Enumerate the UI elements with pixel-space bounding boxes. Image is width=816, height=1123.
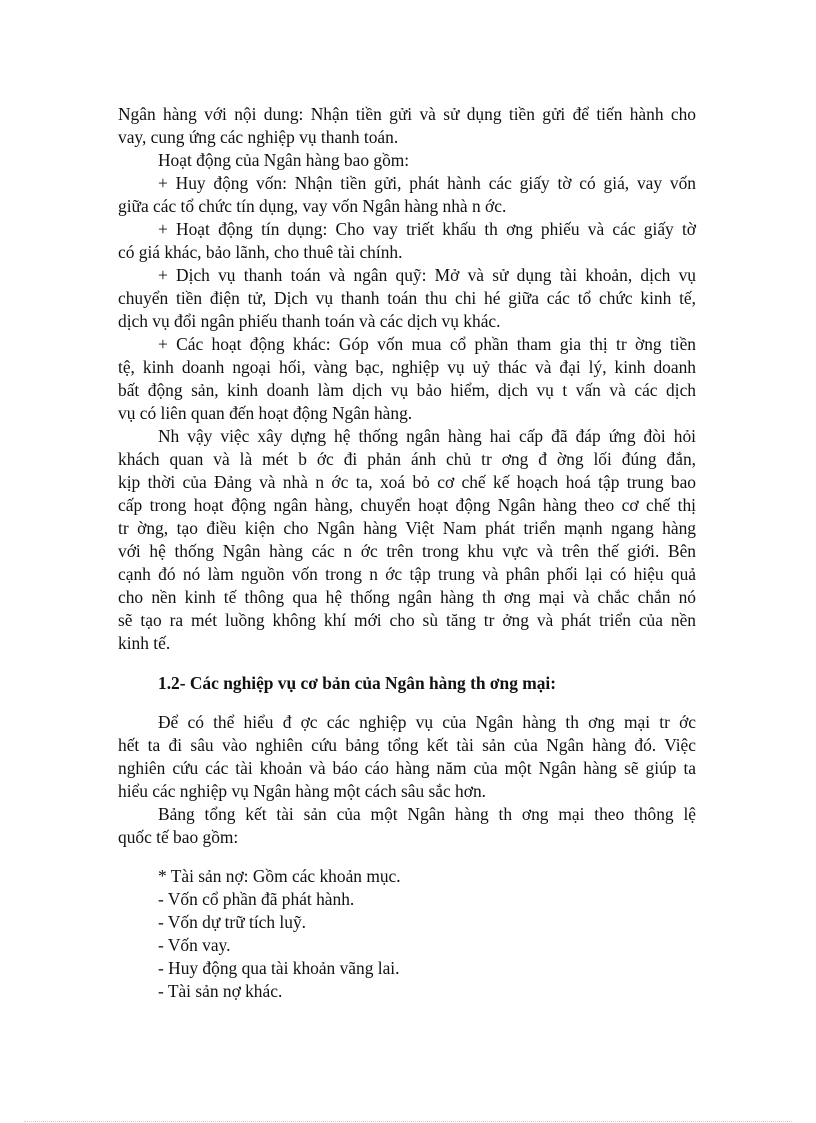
text-line: cạnh đó nó làm nguồn vốn trong n ớc tập trung và phân phối lại có hiệu quả [118,564,696,584]
text-line: + Dịch vụ thanh toán và ngân quỹ: Mở và sử dụng tài khoản, dịch vụ [158,265,696,285]
text-line: có giá khác, bảo lãnh, cho thuê tài chính. [118,242,403,262]
text-line: + Hoạt động tín dụng: Cho vay triết khấu th ơng phiếu và các giấy tờ [158,219,696,239]
text-line: với hệ thống Ngân hàng các n ớc trên trong khu vực và trên thế giới. Bên [118,541,696,561]
text-line: nghiên cứu các tài khoản và báo cáo hàng năm của một Ngân hàng sẽ giúp ta [118,758,696,778]
text-line: bất động sản, kinh doanh làm dịch vụ bảo hiểm, dịch vụ t vấn và các dịch [118,380,696,400]
text-line: kinh tế. [118,633,171,653]
list-item: - Vốn cổ phần đã phát hành. [158,889,355,909]
list-item: - Huy động qua tài khoản vãng lai. [158,958,400,978]
text-line: Nh vậy việc xây dựng hệ thống ngân hàng hai cấp đã đáp ứng đòi hỏi [158,426,696,446]
text-line: vay, cung ứng các nghiệp vụ thanh toán. [118,127,399,147]
list-item: - Vốn vay. [158,935,231,955]
text-line: giữa các tổ chức tín dụng, vay vốn Ngân hàng nhà n ớc. [118,196,507,216]
text-line: tr ờng, tạo điều kiện cho Ngân hàng Việt Nam phát triển mạnh ngang hàng [118,518,696,538]
text-line: + Các hoạt động khác: Góp vốn mua cổ phần tham gia thị tr ờng tiền [158,334,696,354]
page-bottom-border [24,1121,792,1122]
text-line: cấp trong hoạt động ngân hàng, chuyển hoạt động Ngân hàng theo cơ chế thị [118,495,696,515]
text-line: hiểu các nghiệp vụ Ngân hàng một cách sâu sắc hơn. [118,781,486,801]
text-line: dịch vụ đổi ngân phiếu thanh toán và các dịch vụ khác. [118,311,501,331]
list-item: * Tài sản nợ: Gồm các khoản mục. [158,866,401,886]
text-line: sẽ tạo ra mét luồng không khí mới cho sù tăng tr ởng và phát triển của nền [118,610,696,630]
text-line: kịp thời của Đảng và nhà n ớc ta, xoá bỏ cơ chế kế hoạch hoá tập trung bao [118,472,696,492]
text-line: Ngân hàng với nội dung: Nhận tiền gửi và sử dụng tiền gửi để tiến hành cho [118,104,696,124]
text-line: quốc tế bao gồm: [118,827,239,847]
text-line: cho nền kinh tế thông qua hệ thống ngân hàng th ơng mại và chắc chắn nó [118,587,696,607]
text-line: vụ có liên quan đến hoạt động Ngân hàng. [118,403,413,423]
text-line: tệ, kinh doanh ngoại hối, vàng bạc, nghiệp vụ uỷ thác và đại lý, kinh doanh [118,357,696,377]
text-line: hết ta đi sâu vào nghiên cứu bảng tổng kết tài sản của Ngân hàng đó. Việc [118,735,696,755]
text-line: Bảng tổng kết tài sản của một Ngân hàng th ơng mại theo thông lệ [158,804,696,824]
text-line: khách quan và là mét b ớc đi phản ánh chủ tr ơng đ ờng lối đúng đắn, [118,449,696,469]
text-line: Để có thể hiểu đ ợc các nghiệp vụ của Ngân hàng th ơng mại tr ớc [158,712,696,732]
section-heading: 1.2- Các nghiệp vụ cơ bản của Ngân hàng th ơng mại: [158,673,557,693]
list-item: - Tài sản nợ khác. [158,981,283,1001]
text-line: chuyển tiền điện tử, Dịch vụ thanh toán thu chi hé giữa các tổ chức kinh tế, [118,288,696,308]
list-item: - Vốn dự trữ tích luỹ. [158,912,306,932]
text-line: Hoạt động của Ngân hàng bao gồm: [158,150,410,170]
text-line: + Huy động vốn: Nhận tiền gửi, phát hành các giấy tờ có giá, vay vốn [158,173,696,193]
